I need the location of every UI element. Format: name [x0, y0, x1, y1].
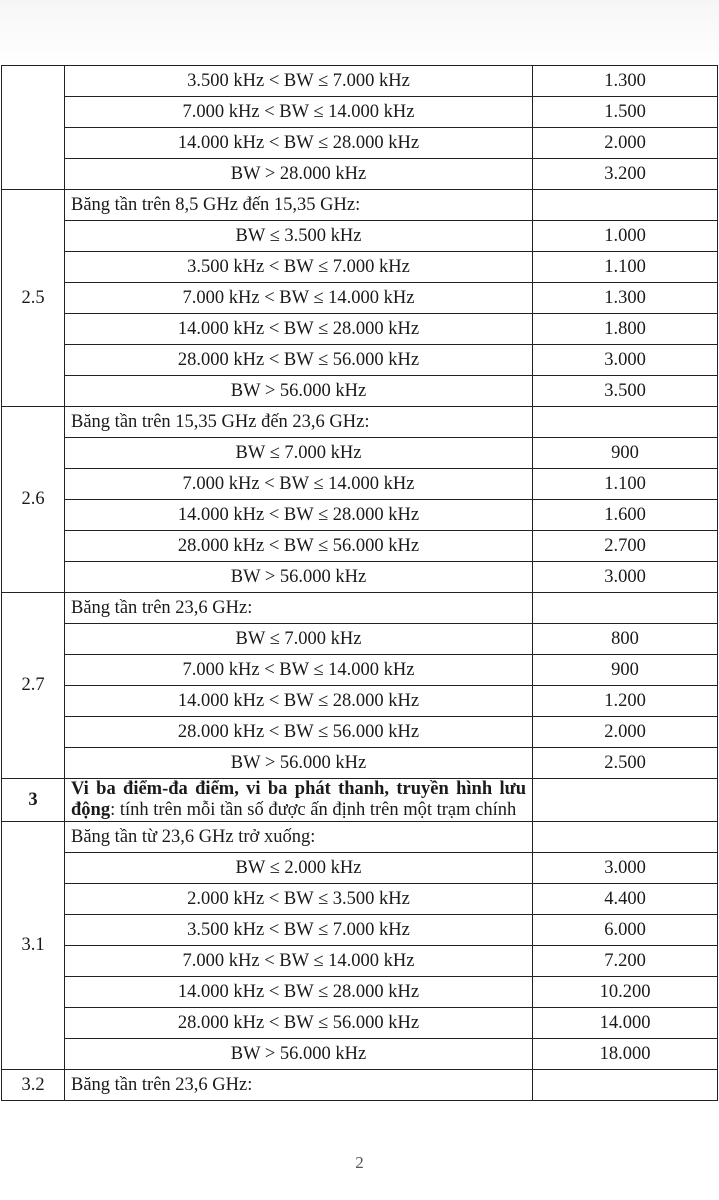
bandwidth-range-cell: BW > 28.000 kHz	[65, 159, 533, 190]
fee-value-cell: 7.200	[533, 946, 718, 977]
fee-value-cell: 2.000	[533, 717, 718, 748]
bandwidth-range-cell: BW ≤ 7.000 kHz	[65, 438, 533, 469]
table-row	[2, 283, 718, 314]
fee-value-cell: 4.400	[533, 884, 718, 915]
group-header-row	[2, 593, 718, 624]
code-cell: 2.5	[2, 190, 65, 407]
bandwidth-range-cell: BW > 56.000 kHz	[65, 1039, 533, 1070]
table-row	[2, 469, 718, 500]
bandwidth-range-cell: 28.000 kHz < BW ≤ 56.000 kHz	[65, 345, 533, 376]
band-header-cell: Băng tần từ 23,6 GHz trở xuống:	[65, 822, 533, 853]
group-header-row	[2, 407, 718, 438]
fee-value-cell	[533, 822, 718, 853]
table-row	[2, 624, 718, 655]
fee-value-cell: 2.500	[533, 748, 718, 779]
table-row	[2, 500, 718, 531]
bandwidth-range-cell: 14.000 kHz < BW ≤ 28.000 kHz	[65, 977, 533, 1008]
bandwidth-range-cell: 7.000 kHz < BW ≤ 14.000 kHz	[65, 946, 533, 977]
fee-value-cell: 3.500	[533, 376, 718, 407]
fee-value-cell: 1.100	[533, 469, 718, 500]
bandwidth-range-cell: 2.000 kHz < BW ≤ 3.500 kHz	[65, 884, 533, 915]
table-row	[2, 252, 718, 283]
page-number: 2	[355, 1153, 364, 1172]
table-row	[2, 531, 718, 562]
section-title-bold: Vi ba điểm-đa điểm, vi ba phát thanh, truyền hình lưu động	[71, 779, 526, 820]
bandwidth-range-cell: 3.500 kHz < BW ≤ 7.000 kHz	[65, 66, 533, 97]
fee-value-cell	[533, 593, 718, 624]
bandwidth-range-cell: BW ≤ 3.500 kHz	[65, 221, 533, 252]
fee-value-cell: 3.000	[533, 853, 718, 884]
band-header-cell: Băng tần trên 23,6 GHz:	[65, 593, 533, 624]
bandwidth-range-cell: 14.000 kHz < BW ≤ 28.000 kHz	[65, 128, 533, 159]
table-row	[2, 655, 718, 686]
fee-value-cell: 2.000	[533, 128, 718, 159]
table-row	[2, 314, 718, 345]
fee-value-cell: 2.700	[533, 531, 718, 562]
table-row	[2, 1008, 718, 1039]
group-header-row	[2, 190, 718, 221]
table-row	[2, 748, 718, 779]
bandwidth-range-cell: BW > 56.000 kHz	[65, 562, 533, 593]
table-row	[2, 221, 718, 252]
table-row	[2, 345, 718, 376]
bandwidth-range-cell: 7.000 kHz < BW ≤ 14.000 kHz	[65, 97, 533, 128]
code-cell: 3	[2, 779, 65, 822]
band-header-cell: Băng tần trên 8,5 GHz đến 15,35 GHz:	[65, 190, 533, 221]
table-row	[2, 915, 718, 946]
table-row	[2, 438, 718, 469]
fee-value-cell: 1.000	[533, 221, 718, 252]
fee-value-cell: 1.300	[533, 66, 718, 97]
table-row	[2, 376, 718, 407]
fee-table-body	[2, 66, 718, 1101]
table-row	[2, 946, 718, 977]
code-cell: 3.2	[2, 1070, 65, 1101]
code-cell: 2.6	[2, 407, 65, 593]
bandwidth-range-cell: BW > 56.000 kHz	[65, 376, 533, 407]
bandwidth-range-cell: 14.000 kHz < BW ≤ 28.000 kHz	[65, 314, 533, 345]
band-header-cell: Băng tần trên 15,35 GHz đến 23,6 GHz:	[65, 407, 533, 438]
code-cell: 2.7	[2, 593, 65, 779]
table-row	[2, 853, 718, 884]
fee-value-cell: 10.200	[533, 977, 718, 1008]
fee-value-cell: 900	[533, 655, 718, 686]
bandwidth-range-cell: 28.000 kHz < BW ≤ 56.000 kHz	[65, 1008, 533, 1039]
fee-value-cell: 3.200	[533, 159, 718, 190]
fee-value-cell: 1.500	[533, 97, 718, 128]
page-top-margin	[0, 0, 719, 64]
table-row	[2, 884, 718, 915]
fee-value-cell: 1.600	[533, 500, 718, 531]
code-cell: 3.1	[2, 822, 65, 1070]
fee-table	[1, 65, 718, 1101]
bandwidth-range-cell: 7.000 kHz < BW ≤ 14.000 kHz	[65, 655, 533, 686]
bandwidth-range-cell: 14.000 kHz < BW ≤ 28.000 kHz	[65, 500, 533, 531]
table-row	[2, 717, 718, 748]
table-row	[2, 977, 718, 1008]
fee-value-cell: 6.000	[533, 915, 718, 946]
group-header-row	[2, 1070, 718, 1101]
fee-value-cell	[533, 1070, 718, 1101]
bandwidth-range-cell: BW > 56.000 kHz	[65, 748, 533, 779]
code-cell	[2, 66, 65, 190]
fee-value-cell: 3.000	[533, 562, 718, 593]
table-row	[2, 97, 718, 128]
fee-value-cell: 1.300	[533, 283, 718, 314]
fee-value-cell: 800	[533, 624, 718, 655]
table-row	[2, 128, 718, 159]
fee-value-cell	[533, 190, 718, 221]
fee-value-cell: 3.000	[533, 345, 718, 376]
bandwidth-range-cell: 14.000 kHz < BW ≤ 28.000 kHz	[65, 686, 533, 717]
table-row	[2, 159, 718, 190]
section-title-rest: : tính trên mỗi tần số được ấn định trên một trạm chính	[110, 800, 517, 820]
table-row	[2, 66, 718, 97]
group-header-row	[2, 822, 718, 853]
table-row	[2, 1039, 718, 1070]
fee-value-cell	[533, 407, 718, 438]
table-row	[2, 562, 718, 593]
section-title-cell	[65, 779, 533, 822]
fee-value-cell: 14.000	[533, 1008, 718, 1039]
fee-value-cell: 18.000	[533, 1039, 718, 1070]
section-header-row	[2, 779, 718, 822]
bandwidth-range-cell: 7.000 kHz < BW ≤ 14.000 kHz	[65, 283, 533, 314]
fee-value-cell	[533, 779, 718, 822]
bandwidth-range-cell: 3.500 kHz < BW ≤ 7.000 kHz	[65, 915, 533, 946]
bandwidth-range-cell: 28.000 kHz < BW ≤ 56.000 kHz	[65, 531, 533, 562]
fee-value-cell: 1.800	[533, 314, 718, 345]
band-header-cell: Băng tần trên 23,6 GHz:	[65, 1070, 533, 1101]
fee-value-cell: 1.200	[533, 686, 718, 717]
table-row	[2, 686, 718, 717]
bandwidth-range-cell: 7.000 kHz < BW ≤ 14.000 kHz	[65, 469, 533, 500]
bandwidth-range-cell: 3.500 kHz < BW ≤ 7.000 kHz	[65, 252, 533, 283]
fee-value-cell: 1.100	[533, 252, 718, 283]
bandwidth-range-cell: 28.000 kHz < BW ≤ 56.000 kHz	[65, 717, 533, 748]
bandwidth-range-cell: BW ≤ 7.000 kHz	[65, 624, 533, 655]
fee-value-cell: 900	[533, 438, 718, 469]
bandwidth-range-cell: BW ≤ 2.000 kHz	[65, 853, 533, 884]
